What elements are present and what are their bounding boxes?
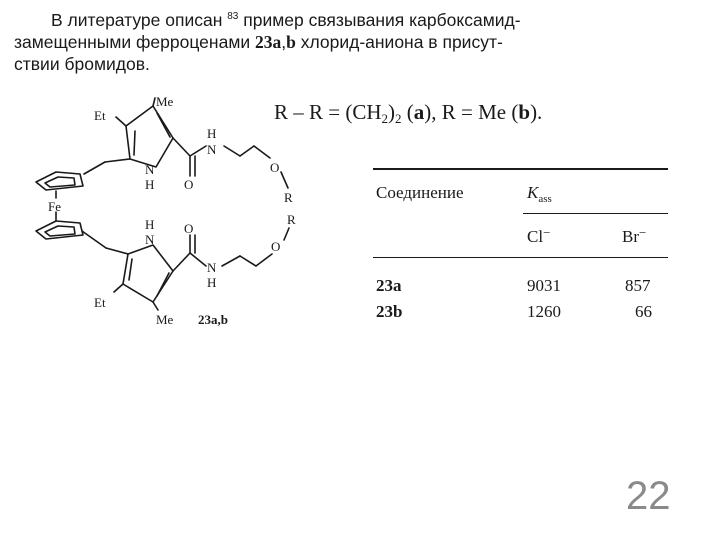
charge-sign: − [543, 225, 551, 240]
compound-ref: 23a [254, 32, 282, 52]
ether-o-label: O [270, 160, 280, 175]
k-subscript: ass [538, 193, 552, 205]
formula-text: ( [401, 100, 414, 124]
row-br-value: 66 [635, 302, 652, 321]
double-bond [134, 131, 135, 155]
association-constants-table [373, 168, 668, 328]
row-compound: 23b [376, 302, 403, 321]
et-label: Et [94, 295, 106, 310]
reference-number: 83 [227, 11, 239, 22]
carbonyl-o-label: O [184, 221, 194, 236]
me-label: Me [156, 312, 174, 327]
amide-h-label: H [207, 275, 217, 290]
methyl-bond [153, 302, 158, 310]
intro-text: замещенными ферроценами [14, 32, 255, 52]
methyl-bond [153, 98, 155, 106]
header-br [622, 225, 646, 247]
linker-bond [240, 146, 254, 156]
cl-text: Cl [527, 227, 544, 246]
compound-ref: b [286, 32, 296, 52]
linker-bond [240, 256, 256, 266]
ch2-bond [105, 159, 130, 162]
row-cl-value: 1260 [527, 302, 561, 321]
intro-text: хлорид-аниона в присут- [295, 32, 503, 52]
intro-text: , [281, 32, 287, 52]
r-label: R [284, 190, 293, 205]
lower-cp-ring [36, 221, 83, 239]
row-compound: 23a [376, 276, 402, 295]
linker-bond [254, 146, 270, 158]
upper-cp-inner-ring [45, 177, 75, 187]
upper-cp-ring [36, 172, 83, 190]
formula-subscript: 2 [381, 111, 389, 126]
et-label: Et [94, 108, 106, 123]
table-top-rule [373, 168, 668, 170]
double-bond [157, 113, 170, 137]
amide-bond [173, 253, 190, 271]
intro-text: пример связывания карбоксамид- [238, 10, 521, 30]
intro-line-3: ствии бромидов. [14, 54, 150, 74]
intro-text: В литературе описан [51, 10, 228, 30]
ch2-bond [82, 231, 106, 248]
intro-paragraph [14, 6, 574, 75]
me-label: Me [156, 94, 174, 109]
double-bond [157, 273, 169, 296]
ethyl-bond [116, 117, 126, 126]
pyrrole-n-label: N [145, 162, 155, 177]
lower-cp-inner-ring [45, 226, 75, 236]
ethyl-bond [114, 284, 123, 292]
formula-bold-letter: b [518, 100, 531, 124]
pyrrole-n-label: N [145, 232, 155, 247]
compound-label: 23a,b [198, 312, 228, 327]
header-k-ass [527, 183, 552, 205]
formula-text: ) [388, 100, 396, 124]
header-cl [527, 225, 550, 247]
formula-bold-letter: a [413, 100, 425, 124]
row-br-value: 857 [625, 276, 651, 295]
ether-o-label: O [271, 239, 281, 254]
table-header-rule [373, 257, 668, 258]
header-compound: Соединение [376, 183, 464, 202]
table-sub-rule [523, 213, 668, 214]
formula-text: ). [530, 100, 543, 124]
linker-bond [256, 254, 272, 266]
k-letter: K [527, 183, 539, 202]
formula-subscript: 2 [395, 111, 402, 126]
page-number: 22 [626, 474, 671, 518]
ether-bond [284, 228, 289, 240]
amide-bond [190, 146, 206, 156]
br-text: Br [622, 227, 639, 246]
ether-bond [281, 172, 288, 188]
amide-n-label: N [207, 260, 217, 275]
intro-line-1 [14, 6, 574, 31]
formula-text: ), R = Me ( [424, 100, 519, 124]
amide-bond [173, 138, 190, 156]
pyrrole-h-label: H [145, 217, 155, 232]
intro-line-2 [14, 31, 574, 53]
r-label: R [287, 212, 296, 227]
pyrrole-h-label: H [145, 177, 155, 192]
carbonyl-o-label: O [184, 177, 194, 192]
ch2-bond [84, 162, 105, 174]
amide-bond [190, 253, 206, 266]
ch2-bond [106, 248, 128, 254]
charge-sign: − [639, 225, 647, 240]
amide-h-label: H [207, 126, 217, 141]
r-definition-formula [274, 100, 542, 127]
top-pyrrole-ring [126, 106, 173, 167]
formula-text: R – R = (CH [274, 100, 382, 124]
row-cl-value: 9031 [527, 276, 561, 295]
double-bond [129, 259, 132, 280]
linker-bond [224, 146, 240, 156]
fe-label: Fe [48, 199, 61, 214]
amide-n-label: N [207, 142, 217, 157]
linker-bond [222, 256, 240, 266]
